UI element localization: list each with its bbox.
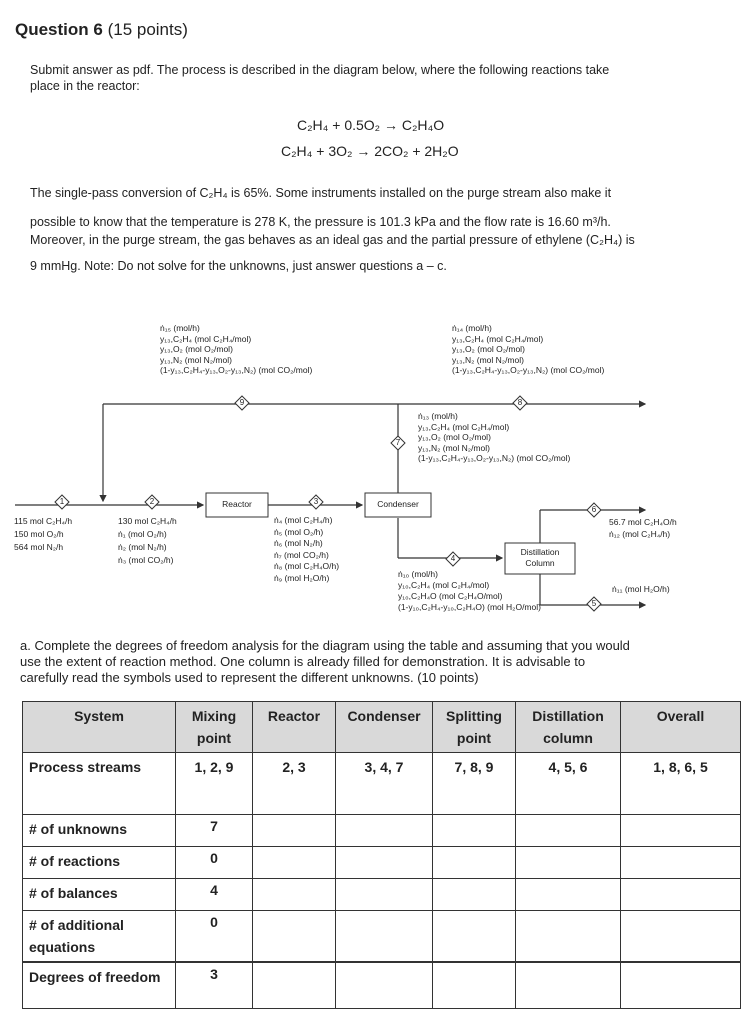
part-a-line-3: carefully read the symbols used to represent the different unknowns. (10 points)	[20, 670, 479, 685]
stream-7-line: y₁₃,N₂ (mol N₂/mol)	[418, 442, 490, 453]
stream-9-line: y₁₃,O₂ (mol O₂/mol)	[160, 344, 233, 354]
stream-5-number: 5	[591, 599, 597, 608]
stream-6-line: 56.7 mol C₂H₄O/h	[609, 517, 677, 527]
header-overall: Overall	[621, 702, 741, 753]
row-label-degrees-of-freedom: Degrees of freedom	[23, 962, 176, 1008]
cell-balances-splitting[interactable]	[433, 879, 516, 911]
stream-9-label	[160, 323, 312, 376]
reactor-label: Reactor	[222, 499, 252, 509]
stream-3-line: ṅ₉ (mol H₂O/h)	[274, 572, 330, 583]
question-title	[15, 20, 188, 40]
stream-4-label	[398, 569, 541, 613]
condenser-label: Condenser	[377, 499, 419, 509]
stream-2-line: ṅ₂ (mol N₂/h)	[118, 542, 167, 552]
cell-balances-overall[interactable]	[621, 879, 741, 911]
cell-reactions-splitting[interactable]	[433, 847, 516, 879]
part-a-line-2: use the extent of reaction method. One column is already filled for demonstration. It is advisable to	[20, 654, 586, 669]
stream-7-number: 7	[395, 438, 401, 447]
header-system: System	[23, 702, 176, 753]
question-points: (15 points)	[102, 20, 188, 39]
cell-balances-reactor[interactable]	[253, 879, 336, 911]
cell-unknowns-overall[interactable]	[621, 815, 741, 847]
stream-1-line: 150 mol O₂/h	[14, 529, 64, 539]
equation-2: C₂H₄ + 3O₂ → 2CO₂ + 2H₂O	[281, 143, 459, 159]
header-splitting-point: Splitting point	[433, 702, 516, 753]
cell-dof-distillation[interactable]	[516, 962, 621, 1008]
stream-2-line: 130 mol C₂H₄/h	[118, 516, 177, 526]
header-distillation-column: Distillation column	[516, 702, 621, 753]
stream-9-line: (1-y₁₃,C₂H₄-y₁₃,O₂-y₁₃,N₂) (mol CO₂/mol)	[160, 365, 313, 375]
cell-dof-splitting[interactable]	[433, 962, 516, 1008]
cell-unknowns-mixing: 7	[176, 815, 253, 847]
stream-7-line: (1-y₁₃,C₂H₄-y₁₃,O₂-y₁₃,N₂) (mol CO₂/mol)	[418, 453, 571, 463]
stream-2-label	[118, 515, 177, 567]
dof-table	[22, 701, 741, 1009]
row-label-reactions: # of reactions	[23, 847, 176, 879]
table-row	[23, 879, 741, 911]
table-row	[23, 962, 741, 1008]
cell-streams-splitting: 7, 8, 9	[433, 753, 516, 815]
stream-3-line: ṅ₈ (mol C₂H₄O/h)	[274, 561, 340, 571]
cell-streams-condenser: 3, 4, 7	[336, 753, 433, 815]
stream-5-line: ṅ₁₁ (mol H₂O/h)	[612, 584, 670, 594]
stream-4-line: ṅ₁₀ (mol/h)	[398, 569, 438, 579]
stream-3-line: ṅ₇ (mol CO₂/h)	[274, 549, 329, 560]
cell-unknowns-splitting[interactable]	[433, 815, 516, 847]
row-label-process-streams: Process streams	[23, 753, 176, 815]
cell-streams-reactor: 2, 3	[253, 753, 336, 815]
cell-unknowns-reactor[interactable]	[253, 815, 336, 847]
row-label-unknowns: # of unknowns	[23, 815, 176, 847]
cell-streams-distillation: 4, 5, 6	[516, 753, 621, 815]
cell-additional-reactor[interactable]	[253, 911, 336, 963]
stream-3-line: ṅ₅ (mol O₂/h)	[274, 526, 324, 537]
stream-2-line: ṅ₁ (mol O₂/h)	[118, 529, 167, 539]
cell-reactions-condenser[interactable]	[336, 847, 433, 879]
cell-dof-overall[interactable]	[621, 962, 741, 1008]
description-line-3: Moreover, in the purge stream, the gas behaves as an ideal gas and the partial pressure of ethylene (C₂H₄) is	[30, 233, 635, 247]
stream-1-line: 564 mol N₂/h	[14, 542, 64, 552]
stream-8-line: ṅ₁₄ (mol/h)	[452, 323, 492, 333]
stream-8-line: (1-y₁₃,C₂H₄-y₁₃,O₂-y₁₃,N₂) (mol CO₂/mol)	[452, 365, 605, 375]
cell-unknowns-condenser[interactable]	[336, 815, 433, 847]
part-a-line-1: a. Complete the degrees of freedom analysis for the diagram using the table and assuming that you would	[20, 638, 630, 653]
stream-1-line: 115 mol C₂H₄/h	[14, 516, 73, 526]
stream-7-label	[418, 411, 570, 464]
stream-2-line: ṅ₃ (mol CO₂/h)	[118, 555, 174, 565]
cell-unknowns-distillation[interactable]	[516, 815, 621, 847]
stream-4-line: y₁₀,C₂H₄O (mol C₂H₄O/mol)	[398, 591, 503, 601]
row-label-balances: # of balances	[23, 879, 176, 911]
intro-line-2: place in the reactor:	[30, 79, 140, 93]
cell-additional-distillation[interactable]	[516, 911, 621, 963]
stream-8-label	[452, 323, 604, 376]
cell-dof-condenser[interactable]	[336, 962, 433, 1008]
table-row	[23, 753, 741, 815]
stream-9-line: ṅ₁₅ (mol/h)	[160, 323, 200, 333]
description-line-1: The single-pass conversion of C₂H₄ is 65%. Some instruments installed on the purge stream also make it	[30, 186, 612, 200]
stream-1-label	[14, 515, 72, 554]
equation-1: C₂H₄ + 0.5O₂ → C₂H₄O	[297, 117, 445, 133]
stream-8-line: y₁₃,C₂H₄ (mol C₂H₄/mol)	[452, 333, 544, 344]
cell-dof-reactor[interactable]	[253, 962, 336, 1008]
header-condenser: Condenser	[336, 702, 433, 753]
cell-reactions-distillation[interactable]	[516, 847, 621, 879]
cell-balances-mixing: 4	[176, 879, 253, 911]
cell-balances-condenser[interactable]	[336, 879, 433, 911]
process-flow-diagram	[0, 318, 751, 628]
stream-6-line: ṅ₁₂ (mol C₂H₄/h)	[609, 529, 671, 539]
table-header-row	[23, 702, 741, 753]
cell-reactions-reactor[interactable]	[253, 847, 336, 879]
stream-9-number: 9	[239, 398, 245, 407]
table-row	[23, 847, 741, 879]
question-number: Question 6	[15, 20, 103, 39]
cell-reactions-overall[interactable]	[621, 847, 741, 879]
cell-streams-overall: 1, 8, 6, 5	[621, 753, 741, 815]
row-label-additional-equations: # of additional equations	[23, 911, 176, 963]
stream-2-number: 2	[149, 497, 155, 506]
stream-9-line: y₁₃,C₂H₄ (mol C₂H₄/mol)	[160, 333, 252, 344]
stream-3-number: 3	[313, 497, 319, 506]
cell-additional-condenser[interactable]	[336, 911, 433, 963]
stream-4-number: 4	[450, 554, 456, 563]
stream-9-line: y₁₃,N₂ (mol N₂/mol)	[160, 354, 232, 365]
stream-4-line: (1-y₁₀,C₂H₄-y₁₀,C₂H₄O) (mol H₂O/mol)	[398, 602, 541, 612]
stream-7-line: y₁₃,O₂ (mol O₂/mol)	[418, 432, 491, 442]
stream-6-label	[609, 516, 677, 540]
cell-streams-mixing: 1, 2, 9	[176, 753, 253, 815]
stream-1-number: 1	[59, 497, 65, 506]
cell-balances-distillation[interactable]	[516, 879, 621, 911]
stream-8-number: 8	[517, 398, 523, 407]
stream-6-number: 6	[591, 505, 597, 514]
stream-7-line: y₁₃,C₂H₄ (mol C₂H₄/mol)	[418, 421, 510, 432]
cell-reactions-mixing: 0	[176, 847, 253, 879]
stream-3-line: ṅ₆ (mol N₂/h)	[274, 538, 323, 548]
stream-3-line: ṅ₄ (mol C₂H₄/h)	[274, 515, 333, 525]
header-reactor: Reactor	[253, 702, 336, 753]
stream-4-line: y₁₀,C₂H₄ (mol C₂H₄/mol)	[398, 580, 490, 590]
stream-8-line: y₁₃,N₂ (mol N₂/mol)	[452, 354, 524, 365]
table-row	[23, 911, 741, 963]
stream-3-label	[274, 515, 339, 584]
header-mixing-point: Mixing point	[176, 702, 253, 753]
flow-lines	[0, 318, 751, 628]
distillation-label: Distillation Column	[520, 547, 560, 568]
table-row	[23, 815, 741, 847]
description-line-2: possible to know that the temperature is 278 K, the pressure is 101.3 kPa and the flow rate is 16.60 m³/h.	[30, 215, 611, 229]
cell-additional-mixing: 0	[176, 911, 253, 963]
stream-5-label	[612, 584, 670, 595]
stream-8-line: y₁₃,O₂ (mol O₂/mol)	[452, 344, 525, 354]
cell-additional-overall[interactable]	[621, 911, 741, 963]
description-line-4: 9 mmHg. Note: Do not solve for the unknowns, just answer questions a – c.	[30, 259, 447, 273]
cell-additional-splitting[interactable]	[433, 911, 516, 963]
stream-7-line: ṅ₁₃ (mol/h)	[418, 411, 458, 421]
cell-dof-mixing: 3	[176, 962, 253, 1008]
intro-line-1: Submit answer as pdf. The process is described in the diagram below, where the following reactions take	[30, 63, 610, 77]
